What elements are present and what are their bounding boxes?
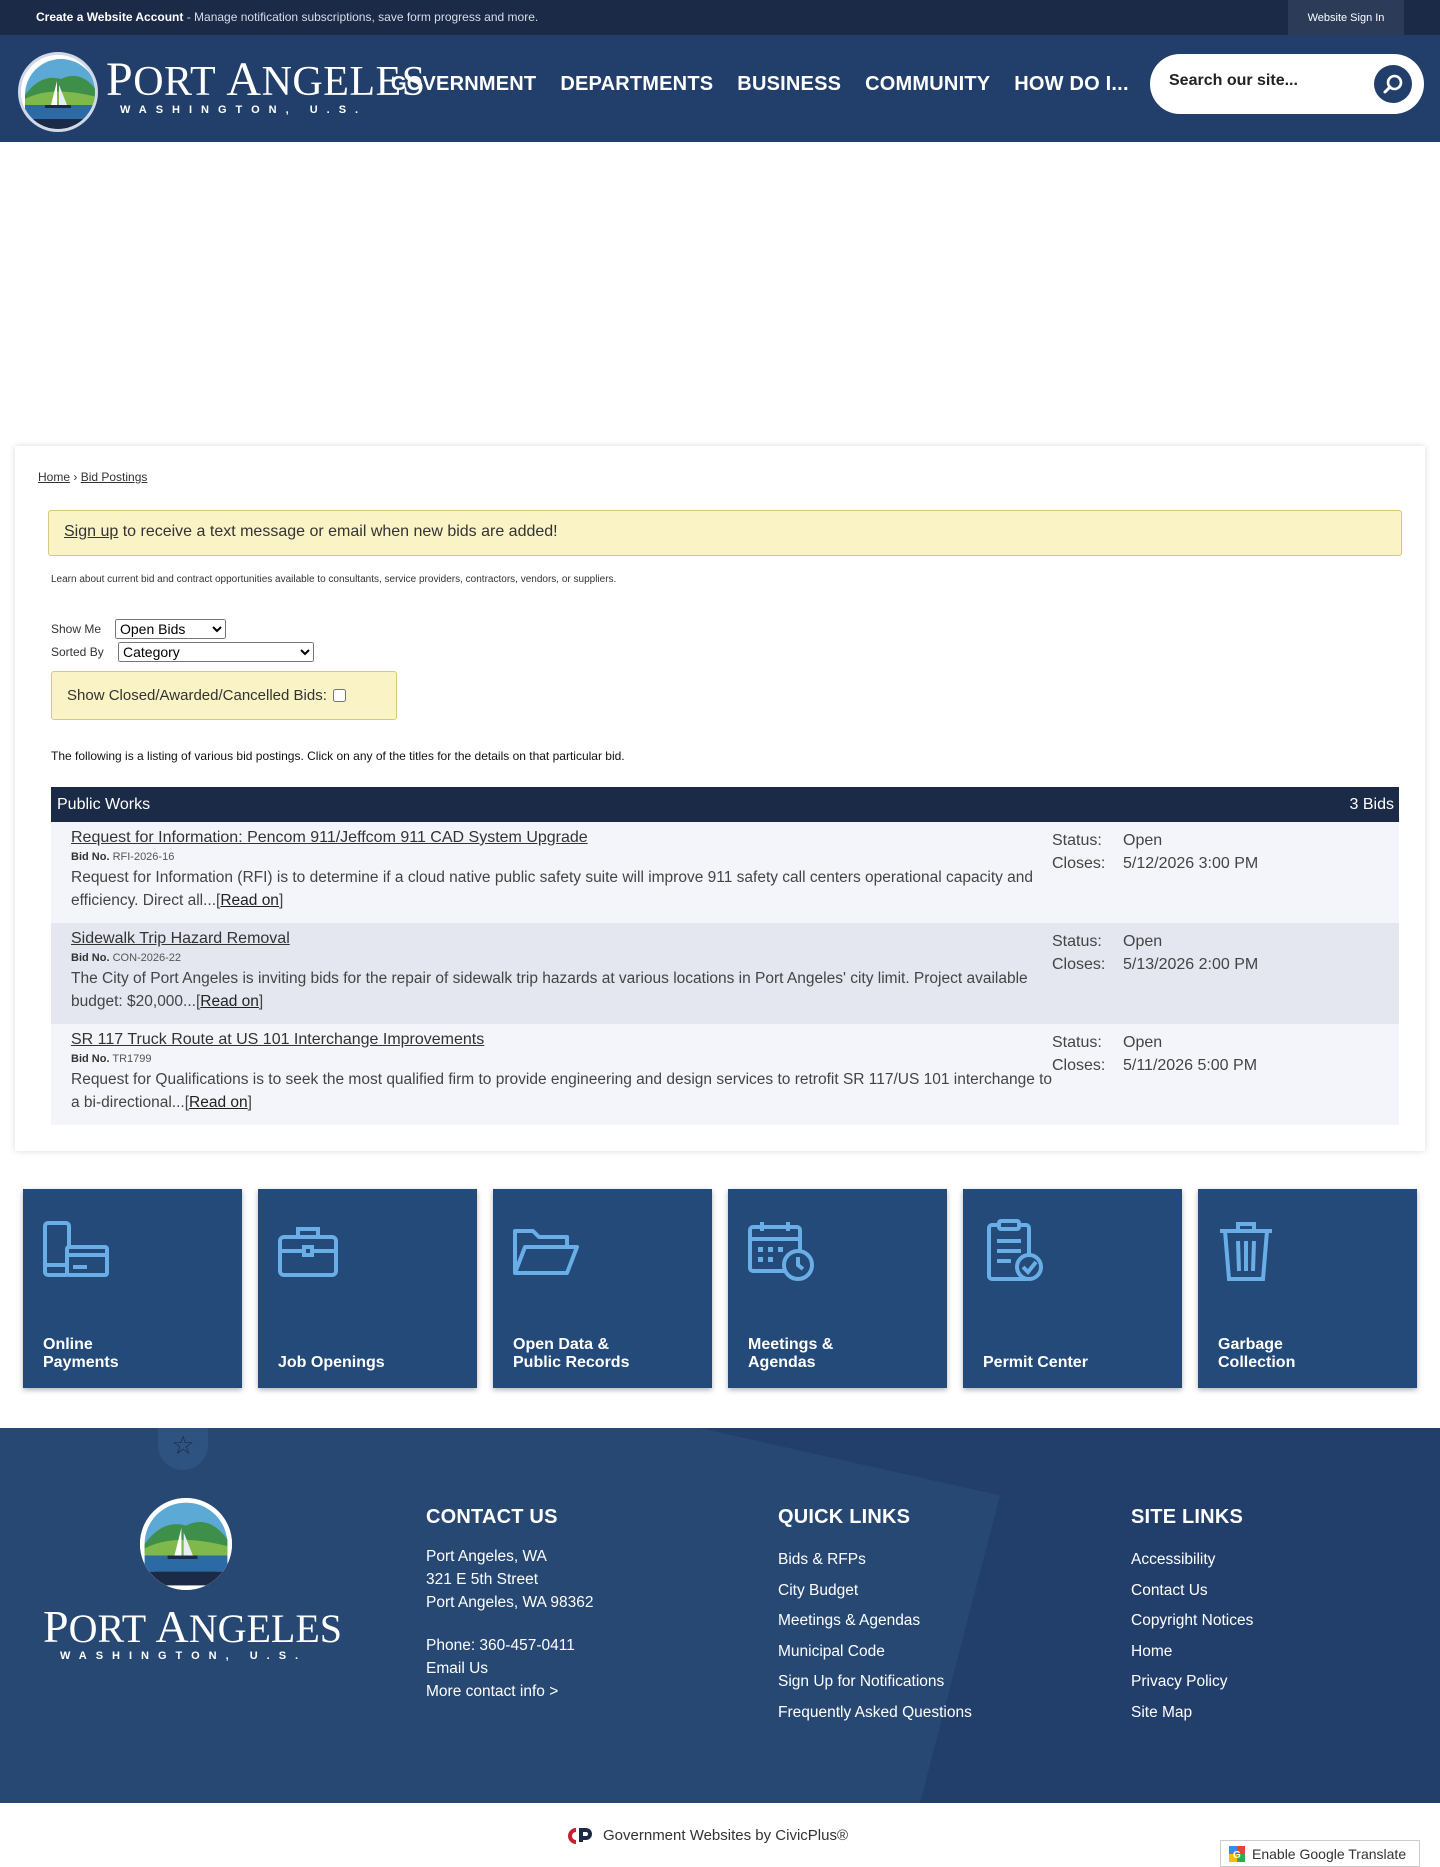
footer-link[interactable]: Meetings & Agendas [778, 1612, 921, 1629]
contact-line: 321 E 5th Street [426, 1571, 539, 1588]
nav-business[interactable]: BUSINESS [737, 73, 842, 95]
closes-value: 5/11/2026 5:00 PM [1123, 1057, 1258, 1074]
nav-community[interactable]: COMMUNITY [865, 73, 991, 95]
contact-phone: Phone: 360-457-0411 [426, 1637, 575, 1654]
footer-link[interactable]: Frequently Asked Questions [778, 1703, 972, 1721]
bid-meta [1052, 930, 1258, 976]
create-account-link[interactable]: Create a Website Account [36, 10, 184, 24]
show-closed-label: Show Closed/Awarded/Cancelled Bids: [67, 687, 327, 704]
create-account-description: - Manage notification subscriptions, save form progress and more. [183, 10, 539, 24]
read-on-link[interactable]: Read on [220, 892, 279, 909]
site-search [1150, 54, 1424, 114]
nav-government[interactable]: GOVERNMENT [391, 73, 537, 95]
status-value: Open [1123, 1034, 1163, 1051]
footer-link[interactable]: Copyright Notices [1131, 1612, 1254, 1629]
tile-meetings-agendas[interactable] [728, 1189, 947, 1388]
bid-row [51, 923, 1399, 1024]
footer-quick-links [778, 1506, 972, 1728]
footer-link[interactable]: Municipal Code [778, 1642, 885, 1660]
sorted-by-label: Sorted By [51, 644, 104, 659]
closes-value: 5/13/2026 2:00 PM [1123, 956, 1259, 973]
quick-links-heading: QUICK LINKS [778, 1506, 911, 1528]
bid-description: Request for Qualifications is to seek the most qualified firm to provide engineering and design services to retrofit SR 117/US 101 interchange to a bi-directional...[Read on] [71, 1071, 1053, 1111]
status-label: Status: [1052, 933, 1102, 950]
more-contact-link[interactable]: More contact info > [426, 1683, 559, 1700]
tile-label: Permit Center [983, 1354, 1088, 1371]
footer-link[interactable]: Privacy Policy [1131, 1673, 1228, 1690]
folder-icon [511, 1219, 581, 1284]
tile-open-data[interactable] [493, 1189, 712, 1388]
closes-label: Closes: [1052, 855, 1106, 872]
bid-number: Bid No. TR1799 [71, 1053, 152, 1065]
search-icon [1382, 73, 1404, 95]
bid-filters [51, 617, 314, 663]
show-closed-toggle [51, 671, 397, 720]
tile-label: Meetings & Agendas [748, 1336, 834, 1371]
tile-label: Garbage Collection [1218, 1336, 1296, 1371]
calendar-clock-icon [746, 1219, 816, 1284]
google-translate-label: Enable Google Translate [1252, 1845, 1407, 1862]
bid-postings-panel [15, 446, 1425, 1151]
closes-label: Closes: [1052, 1057, 1106, 1074]
footer-logo [40, 1498, 350, 1678]
search-button[interactable] [1374, 65, 1412, 103]
status-label: Status: [1052, 1034, 1102, 1051]
footer-contact [426, 1506, 593, 1703]
footer-site-links [1131, 1506, 1253, 1728]
website-sign-in-button[interactable]: Website Sign In [1288, 0, 1404, 35]
breadcrumb-separator: › [70, 470, 81, 484]
bid-title-link[interactable]: Request for Information: Pencom 911/Jeffcom 911 CAD System Upgrade [71, 829, 588, 846]
clipboard-check-icon [981, 1219, 1051, 1284]
footer-link[interactable]: Home [1131, 1642, 1173, 1660]
nav-how-do-i[interactable]: HOW DO I... [1014, 73, 1129, 95]
bid-number: Bid No. RFI-2026-16 [71, 851, 175, 863]
contact-line: Port Angeles, WA 98362 [426, 1594, 594, 1611]
civicplus-logo-icon [567, 1828, 593, 1844]
read-on-link[interactable]: Read on [200, 993, 259, 1010]
closes-value: 5/12/2026 3:00 PM [1123, 855, 1259, 872]
show-me-select[interactable] [115, 619, 226, 639]
breadcrumb [38, 470, 147, 484]
intro-text: Learn about current bid and contract opportunities available to consultants, service providers, contractors, vendors, or suppliers. [51, 574, 617, 585]
create-account-notice [36, 10, 538, 24]
trash-can-icon [1216, 1219, 1286, 1284]
email-us-link[interactable]: Email Us [426, 1660, 489, 1677]
sorted-by-select[interactable] [118, 642, 314, 662]
tile-label: Job Openings [278, 1354, 385, 1371]
tile-label: Open Data & Public Records [513, 1336, 630, 1371]
nav-departments[interactable]: DEPARTMENTS [560, 73, 714, 95]
footer-link[interactable]: Accessibility [1131, 1551, 1216, 1568]
payment-device-icon [41, 1219, 111, 1284]
google-translate-button[interactable] [1220, 1840, 1420, 1867]
city-seal-icon [18, 52, 98, 132]
footer-link[interactable]: City Budget [778, 1581, 859, 1599]
google-translate-icon [1229, 1846, 1245, 1862]
bid-title-link[interactable]: Sidewalk Trip Hazard Removal [71, 930, 290, 947]
footer-link[interactable]: Bids & RFPs [778, 1551, 866, 1568]
footer-logo-subtitle: WASHINGTON, U.S. [60, 1650, 308, 1662]
search-input[interactable] [1169, 72, 1359, 90]
quick-links-tiles [23, 1189, 1418, 1388]
listing-note: The following is a listing of various bid postings. Click on any of the titles for the details on that particular bid. [51, 749, 625, 763]
signup-notice [48, 510, 1402, 556]
bid-category-public-works [51, 787, 1399, 1125]
tile-permit-center[interactable] [963, 1189, 1182, 1388]
logo-subtitle: WASHINGTON, U.S. [120, 104, 368, 116]
site-links-heading: SITE LINKS [1131, 1506, 1244, 1528]
bid-number: Bid No. CON-2026-22 [71, 952, 182, 964]
tile-job-openings[interactable] [258, 1189, 477, 1388]
breadcrumb-bid-postings[interactable]: Bid Postings [80, 470, 148, 484]
signup-text: to receive a text message or email when new bids are added! [118, 523, 558, 540]
category-name: Public Works [57, 795, 151, 813]
bid-meta [1052, 829, 1258, 875]
read-on-link[interactable]: Read on [189, 1094, 248, 1111]
bid-meta [1052, 1031, 1257, 1077]
tile-label: Online Payments [43, 1336, 119, 1371]
footer-logo-wordmark: PORT ANGELES [43, 1601, 343, 1652]
site-footer [0, 1428, 1440, 1803]
site-header [0, 35, 1440, 142]
main-nav [391, 73, 1129, 96]
bid-description: The City of Port Angeles is inviting bids for the repair of sidewalk trip hazards at various locations in Port Angeles' city limit. Project available budget: $20,000...[Read on] [71, 970, 1028, 1010]
breadcrumb-home[interactable]: Home [38, 470, 71, 484]
tile-garbage-collection[interactable] [1198, 1189, 1417, 1388]
contact-heading: CONTACT US [426, 1506, 558, 1528]
footer-link[interactable]: Contact Us [1131, 1581, 1208, 1599]
utility-bar [0, 0, 1440, 35]
civicplus-text: Government Websites by CivicPlus® [603, 1827, 849, 1844]
city-seal-icon [140, 1498, 232, 1590]
site-logo[interactable] [18, 52, 426, 134]
closes-label: Closes: [1052, 956, 1106, 973]
show-closed-checkbox[interactable] [333, 689, 346, 702]
bid-description: Request for Information (RFI) is to determine if a cloud native public safety suite will improve 911 safety call centers operational capacity and efficiency. Direct all...[Read on] [71, 869, 1034, 909]
status-value: Open [1123, 933, 1163, 950]
tile-online-payments[interactable] [23, 1189, 242, 1388]
bid-row [51, 822, 1399, 923]
star-icon: ☆ [158, 1428, 208, 1470]
briefcase-icon [276, 1219, 346, 1284]
civicplus-link[interactable] [567, 1827, 848, 1844]
footer-link[interactable]: Sign Up for Notifications [778, 1673, 945, 1690]
category-count: 3 Bids [1349, 795, 1394, 813]
svg-text:G: G [1233, 1849, 1241, 1861]
status-value: Open [1123, 832, 1163, 849]
bid-title-link[interactable]: SR 117 Truck Route at US 101 Interchange Improvements [71, 1031, 485, 1048]
signup-link[interactable]: Sign up [64, 523, 119, 540]
status-label: Status: [1052, 832, 1102, 849]
bid-row [51, 1024, 1399, 1125]
show-me-label: Show Me [51, 621, 102, 636]
category-header [51, 787, 1399, 822]
contact-line: Port Angeles, WA [426, 1548, 547, 1565]
footer-link[interactable]: Site Map [1131, 1703, 1193, 1721]
logo-wordmark: PORT ANGELES [106, 53, 426, 106]
